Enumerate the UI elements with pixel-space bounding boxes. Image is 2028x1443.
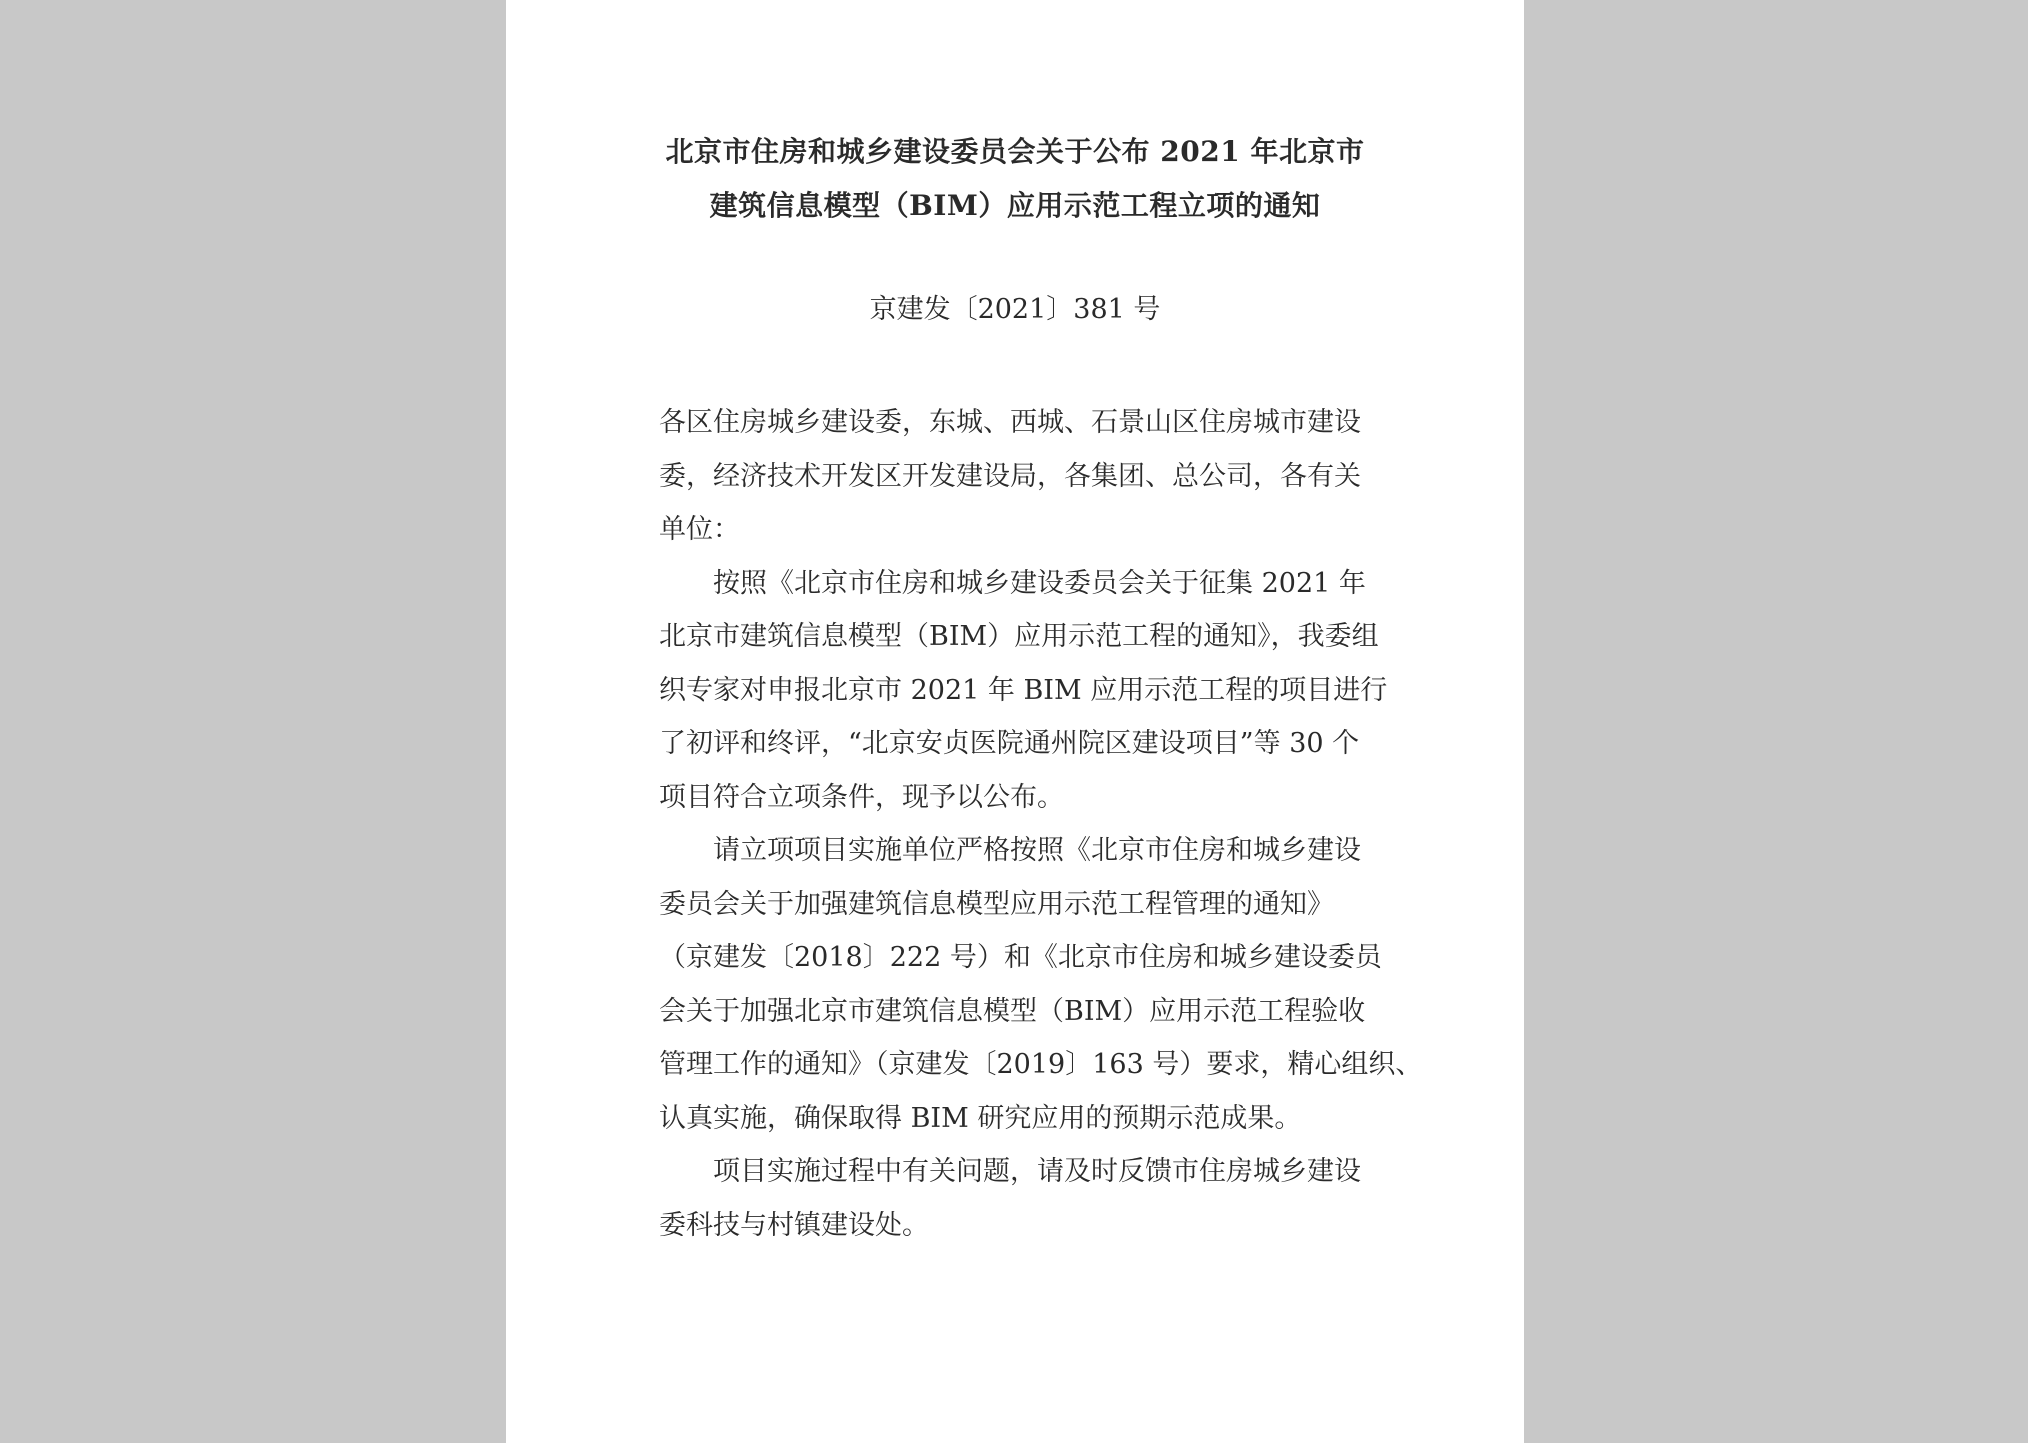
body-line: 各区住房城乡建设委，东城、西城、石景山区住房城市建设 (659, 407, 1361, 438)
body-line: 认真实施，确保取得 BIM 研究应用的预期示范成果。 (659, 1102, 1302, 1134)
title-line: 北京市住房和城乡建设委员会关于公布 2021 年北京市 (665, 135, 1365, 168)
document-page (506, 0, 1524, 1443)
body-line: 委员会关于加强建筑信息模型应用示范工程管理的通知》 (659, 888, 1334, 920)
document-title (506, 125, 1524, 233)
body-line: （京建发〔2018〕222 号）和《北京市住房和城乡建设委员 (659, 942, 1382, 973)
title-line: 建筑信息模型（BIM）应用示范工程立项的通知 (709, 189, 1321, 222)
body-line: 委，经济技术开发区开发建设局，各集团、总公司，各有关 (659, 460, 1361, 492)
body-line: 项目实施过程中有关问题，请及时反馈市住房城乡建设 (659, 1156, 1361, 1187)
body-line: 管理工作的通知》（京建发〔2019〕163 号）要求，精心组织、 (659, 1049, 1423, 1080)
document-body (659, 396, 1423, 1252)
body-line: 单位： (659, 514, 740, 545)
document-number: 京建发〔2021〕381 号 (869, 294, 1161, 325)
body-line: 会关于加强北京市建筑信息模型（BIM）应用示范工程验收 (659, 995, 1366, 1027)
body-line: 织专家对申报北京市 2021 年 BIM 应用示范工程的项目进行 (659, 674, 1388, 706)
body-line: 委科技与村镇建设处。 (659, 1209, 929, 1241)
body-line: 请立项项目实施单位严格按照《北京市住房和城乡建设 (659, 835, 1361, 866)
body-line: 了初评和终评，“北京安贞医院通州院区建设项目”等 30 个 (659, 728, 1360, 759)
body-line: 项目符合立项条件，现予以公布。 (659, 781, 1064, 813)
body-line: 按照《北京市住房和城乡建设委员会关于征集 2021 年 (659, 567, 1366, 599)
body-line: 北京市建筑信息模型（BIM）应用示范工程的通知》，我委组 (659, 621, 1379, 652)
